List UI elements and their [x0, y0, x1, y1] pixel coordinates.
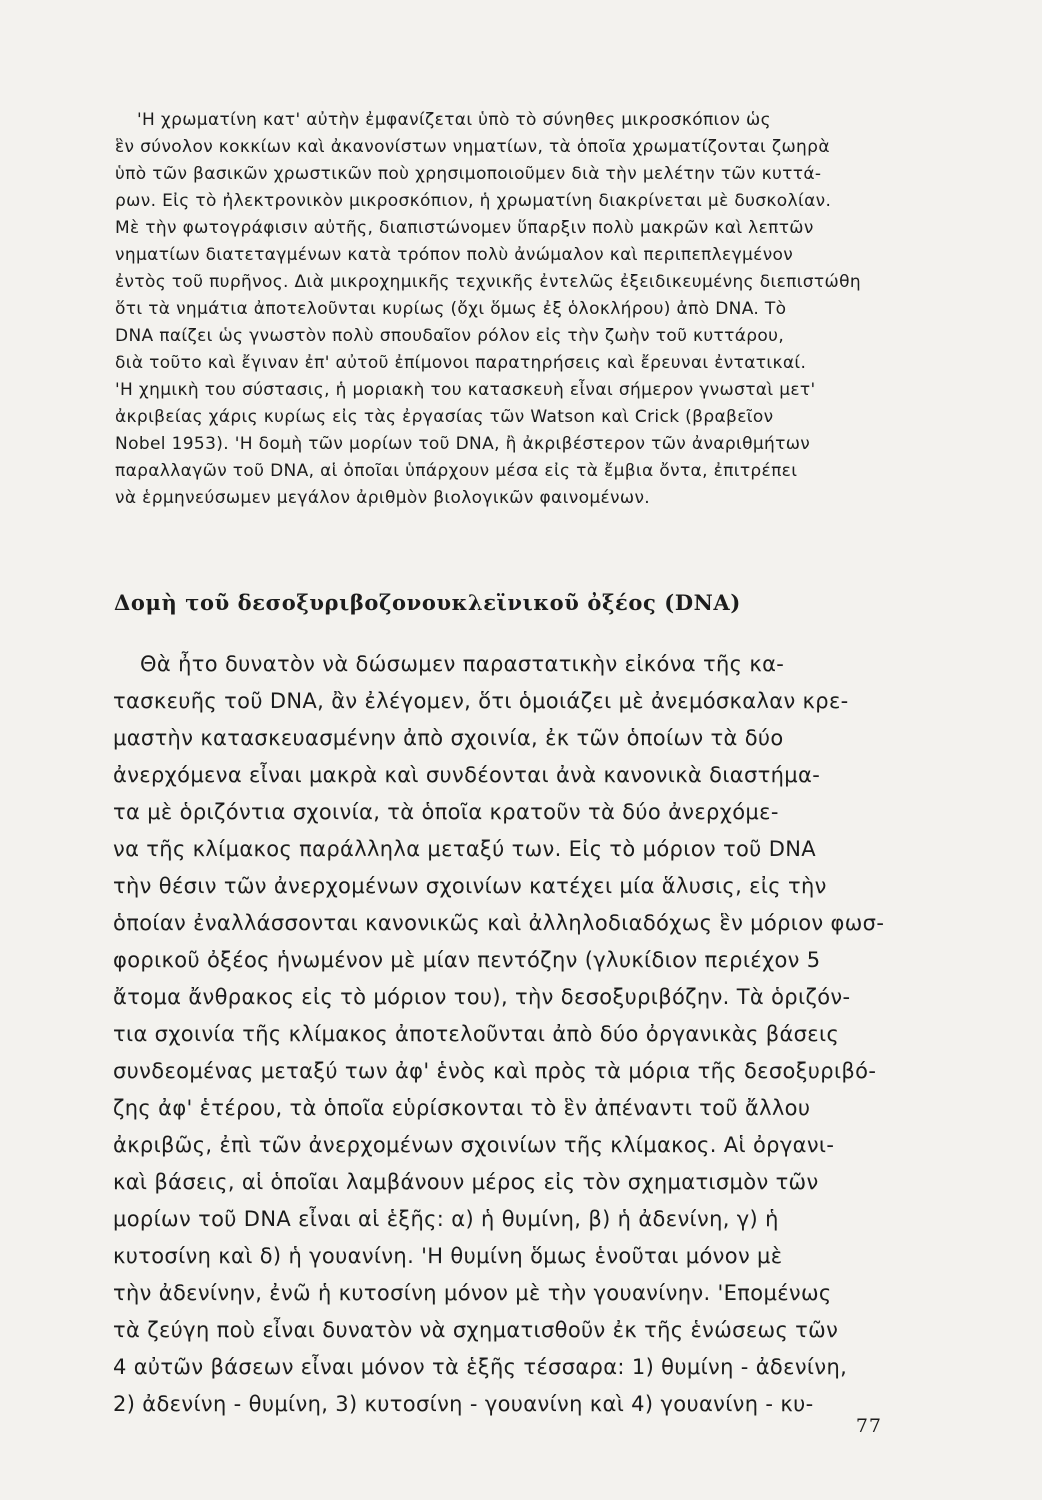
- text-line: κυτοσίνη καὶ δ) ἡ γουανίνη. 'Η θυμίνη ὅμως ἑνοῦται μόνον μὲ: [113, 1244, 783, 1268]
- text-line: τὴν ἀδενίνην, ἐνῶ ἡ κυτοσίνη μόνον μὲ τὴν γουανίνην. 'Επομένως: [113, 1281, 832, 1305]
- text-line: 'Η χημικὴ του σύστασις, ἡ μοριακὴ του κατασκευὴ εἶναι σήμερον γνωσταὶ μετ': [115, 380, 816, 400]
- text-line: ἀνερχόμενα εἶναι μακρὰ καὶ συνδέονται ἀνὰ κανονικὰ διαστήμα-: [113, 763, 821, 787]
- text-line: ὅτι τὰ νημάτια ἀποτελοῦνται κυρίως (ὄχι ὅμως ἐξ ὁλοκλήρου) ἀπὸ DNA. Τὸ: [115, 299, 787, 319]
- page-number: 77: [855, 1415, 882, 1437]
- text-line: ἀκριβείας χάρις κυρίως εἰς τὰς ἐργασίας τῶν Watson καὶ Crick (βραβεῖον: [115, 407, 774, 427]
- text-line: Μὲ τὴν φωτογράφισιν αὐτῆς, διαπιστώνομεν ὕπαρξιν πολὺ μακρῶν καὶ λεπτῶν: [115, 218, 814, 238]
- text-line: τασκευῆς τοῦ DNA, ἂν ἐλέγομεν, ὅτι ὁμοιάζει μὲ ἀνεμόσκαλαν κρε-: [113, 689, 849, 713]
- text-line: νηματίων διατεταγμένων κατὰ τρόπον πολὺ ἀνώμαλον καὶ περιπεπλεγμένον: [115, 245, 794, 265]
- text-line: τὰ ζεύγη ποὺ εἶναι δυνατὸν νὰ σχηματισθοῦν ἐκ τῆς ἑνώσεως τῶν: [113, 1318, 839, 1342]
- text-line: ὑπὸ τῶν βασικῶν χρωστικῶν ποὺ χρησιμοποιοῦμεν διὰ τὴν μελέτην τῶν κυττά-: [115, 164, 822, 184]
- text-line: να τῆς κλίμακος παράλληλα μεταξύ των. Εἰς τὸ μόριον τοῦ DNA: [113, 837, 817, 861]
- text-line: Nobel 1953). 'Η δομὴ τῶν μορίων τοῦ DNA, ἢ ἀκριβέστερον τῶν ἀναριθμήτων: [115, 434, 811, 454]
- text-line: τια σχοινία τῆς κλίμακος ἀποτελοῦνται ἀπὸ δύο ὀργανικὰς βάσεις: [113, 1022, 840, 1046]
- text-line: 2) ἀδενίνη - θυμίνη, 3) κυτοσίνη - γουανίνη καὶ 4) γουανίνη - κυ-: [113, 1392, 814, 1416]
- text-line: καὶ βάσεις, αἱ ὁποῖαι λαμβάνουν μέρος εἰς τὸν σχηματισμὸν τῶν: [113, 1170, 819, 1194]
- text-line: ὁποίαν ἐναλλάσσονται κανονικῶς καὶ ἀλληλοδιαδόχως ἓν μόριον φωσ-: [113, 911, 885, 935]
- text-line: DNA παίζει ὡς γνωστὸν πολὺ σπουδαῖον ρόλον εἰς τὴν ζωὴν τοῦ κυττάρου,: [115, 326, 785, 346]
- text-line: 'Η χρωματίνη κατ' αὐτὴν ἐμφανίζεται ὑπὸ τὸ σύνηθες μικροσκόπιον ὡς: [137, 110, 771, 130]
- text-line: συνδεομένας μεταξύ των ἀφ' ἑνὸς καὶ πρὸς τὰ μόρια τῆς δεσοξυριβό-: [113, 1059, 877, 1083]
- text-line: ἀκριβῶς, ἐπὶ τῶν ἀνερχομένων σχοινίων τῆς κλίμακος. Αἱ ὀργανι-: [113, 1133, 835, 1157]
- text-line: Θὰ ἦτο δυνατὸν νὰ δώσωμεν παραστατικὴν εἰκόνα τῆς κα-: [140, 652, 785, 676]
- text-line: παραλλαγῶν τοῦ DNA, αἱ ὁποῖαι ὑπάρχουν μέσα εἰς τὰ ἔμβια ὄντα, ἐπιτρέπει: [115, 461, 798, 481]
- section-heading: Δομὴ τοῦ δεσοξυριβοζονουκλεϊνικοῦ ὀξέος (DNA): [114, 590, 741, 615]
- text-line: τὴν θέσιν τῶν ἀνερχομένων σχοινίων κατέχει μία ἅλυσις, εἰς τὴν: [113, 874, 827, 898]
- text-line: φορικοῦ ὀξέος ἡνωμένον μὲ μίαν πεντόζην (γλυκίδιον περιέχον 5: [113, 948, 821, 972]
- text-line: ἓν σύνολον κοκκίων καὶ ἀκανονίστων νηματίων, τὰ ὁποῖα χρωματίζονται ζωηρὰ: [115, 137, 830, 157]
- text-line: διὰ τοῦτο καὶ ἔγιναν ἐπ' αὐτοῦ ἐπίμονοι παρατηρήσεις καὶ ἔρευναι ἐντατικαί.: [115, 353, 807, 373]
- text-line: ἐντὸς τοῦ πυρῆνος. Διὰ μικροχημικῆς τεχνικῆς ἐντελῶς ἐξειδικευμένης διεπιστώθη: [115, 272, 861, 292]
- text-line: μαστὴν κατασκευασμένην ἀπὸ σχοινία, ἐκ τῶν ὁποίων τὰ δύο: [113, 726, 784, 750]
- text-line: ζης ἀφ' ἑτέρου, τὰ ὁποῖα εὑρίσκονται τὸ ἓν ἀπέναντι τοῦ ἄλλου: [113, 1096, 811, 1120]
- text-line: τα μὲ ὁριζόντια σχοινία, τὰ ὁποῖα κρατοῦν τὰ δύο ἀνερχόμε-: [113, 800, 779, 824]
- text-line: 4 αὐτῶν βάσεων εἶναι μόνον τὰ ἑξῆς τέσσαρα: 1) θυμίνη - ἀδενίνη,: [113, 1355, 848, 1379]
- text-line: νὰ ἑρμηνεύσωμεν μεγάλον ἀριθμὸν βιολογικῶν φαινομένων.: [115, 488, 651, 508]
- text-line: ρων. Εἰς τὸ ἠλεκτρονικὸν μικροσκόπιον, ἡ χρωματίνη διακρίνεται μὲ δυσκολίαν.: [115, 191, 832, 211]
- text-line: ἄτομα ἄνθρακος εἰς τὸ μόριον του), τὴν δεσοξυριβόζην. Τὰ ὁριζόν-: [113, 985, 851, 1009]
- text-line: μορίων τοῦ DNA εἶναι αἱ ἑξῆς: α) ἡ θυμίνη, β) ἡ ἀδενίνη, γ) ἡ: [113, 1207, 779, 1231]
